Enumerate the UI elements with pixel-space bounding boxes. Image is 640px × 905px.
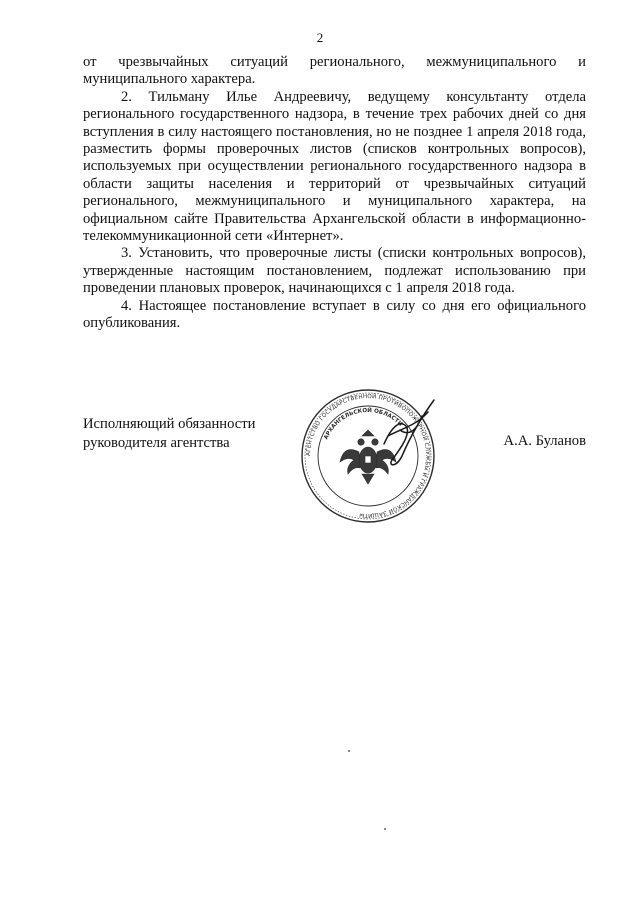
stamp-outer-text: АГЕНТСТВО ГОСУДАРСТВЕННОЙ ПРОТИВОПОЖАРНОЙ СЛУЖБЫ И ГРАЖДАНСКОЙ ЗАЩИТЫ xyxy=(305,393,431,519)
document-body xyxy=(83,54,586,333)
page-number: 2 xyxy=(316,30,324,45)
official-seal-stamp xyxy=(288,386,448,526)
paragraph-item-2: 2. Тильману Илье Андреевичу, ведущему консультанту отдела регионального государственного надзора, в течение трех рабочих дней со дня вступления в силу настоящего постановления, но не позднее 1 апреля 2018 года, разместить формы проверочных листов (списков контрольных вопросов), используемых при осуществлении регионального государственного надзора в области защиты населения и территорий от чрезвычайных ситуаций регионального, межмуниципального и муниципального характера, на официальном сайте Правительства Архангельской области в информационно-телекоммуникационной сети «Интернет». xyxy=(83,88,586,245)
signatory-title-line-2: руководителя агентства xyxy=(83,434,230,451)
scan-speck xyxy=(348,750,350,752)
stamp-inner-text: АРХАНГЕЛЬСКОЙ ОБЛАСТИ xyxy=(323,407,404,441)
signatory-name: А.А. Буланов xyxy=(503,433,586,449)
signatory-title-line-1: Исполняющий обязанности xyxy=(83,416,256,432)
paragraph-item-3: 3. Установить, что проверочные листы (списки контрольных вопросов), утвержденные настоящим постановлением, подлежат использованию при проведении плановых проверок, начинающихся с 1 апреля 2018 года. xyxy=(83,245,586,297)
paragraph-item-4: 4. Настоящее постановление вступает в силу со дня его официального опубликования. xyxy=(83,297,586,332)
signatory-title xyxy=(83,415,255,452)
paragraph-continuation: от чрезвычайных ситуаций регионального, межмуниципального и муниципального характера. xyxy=(83,54,586,88)
scan-speck xyxy=(384,828,386,830)
